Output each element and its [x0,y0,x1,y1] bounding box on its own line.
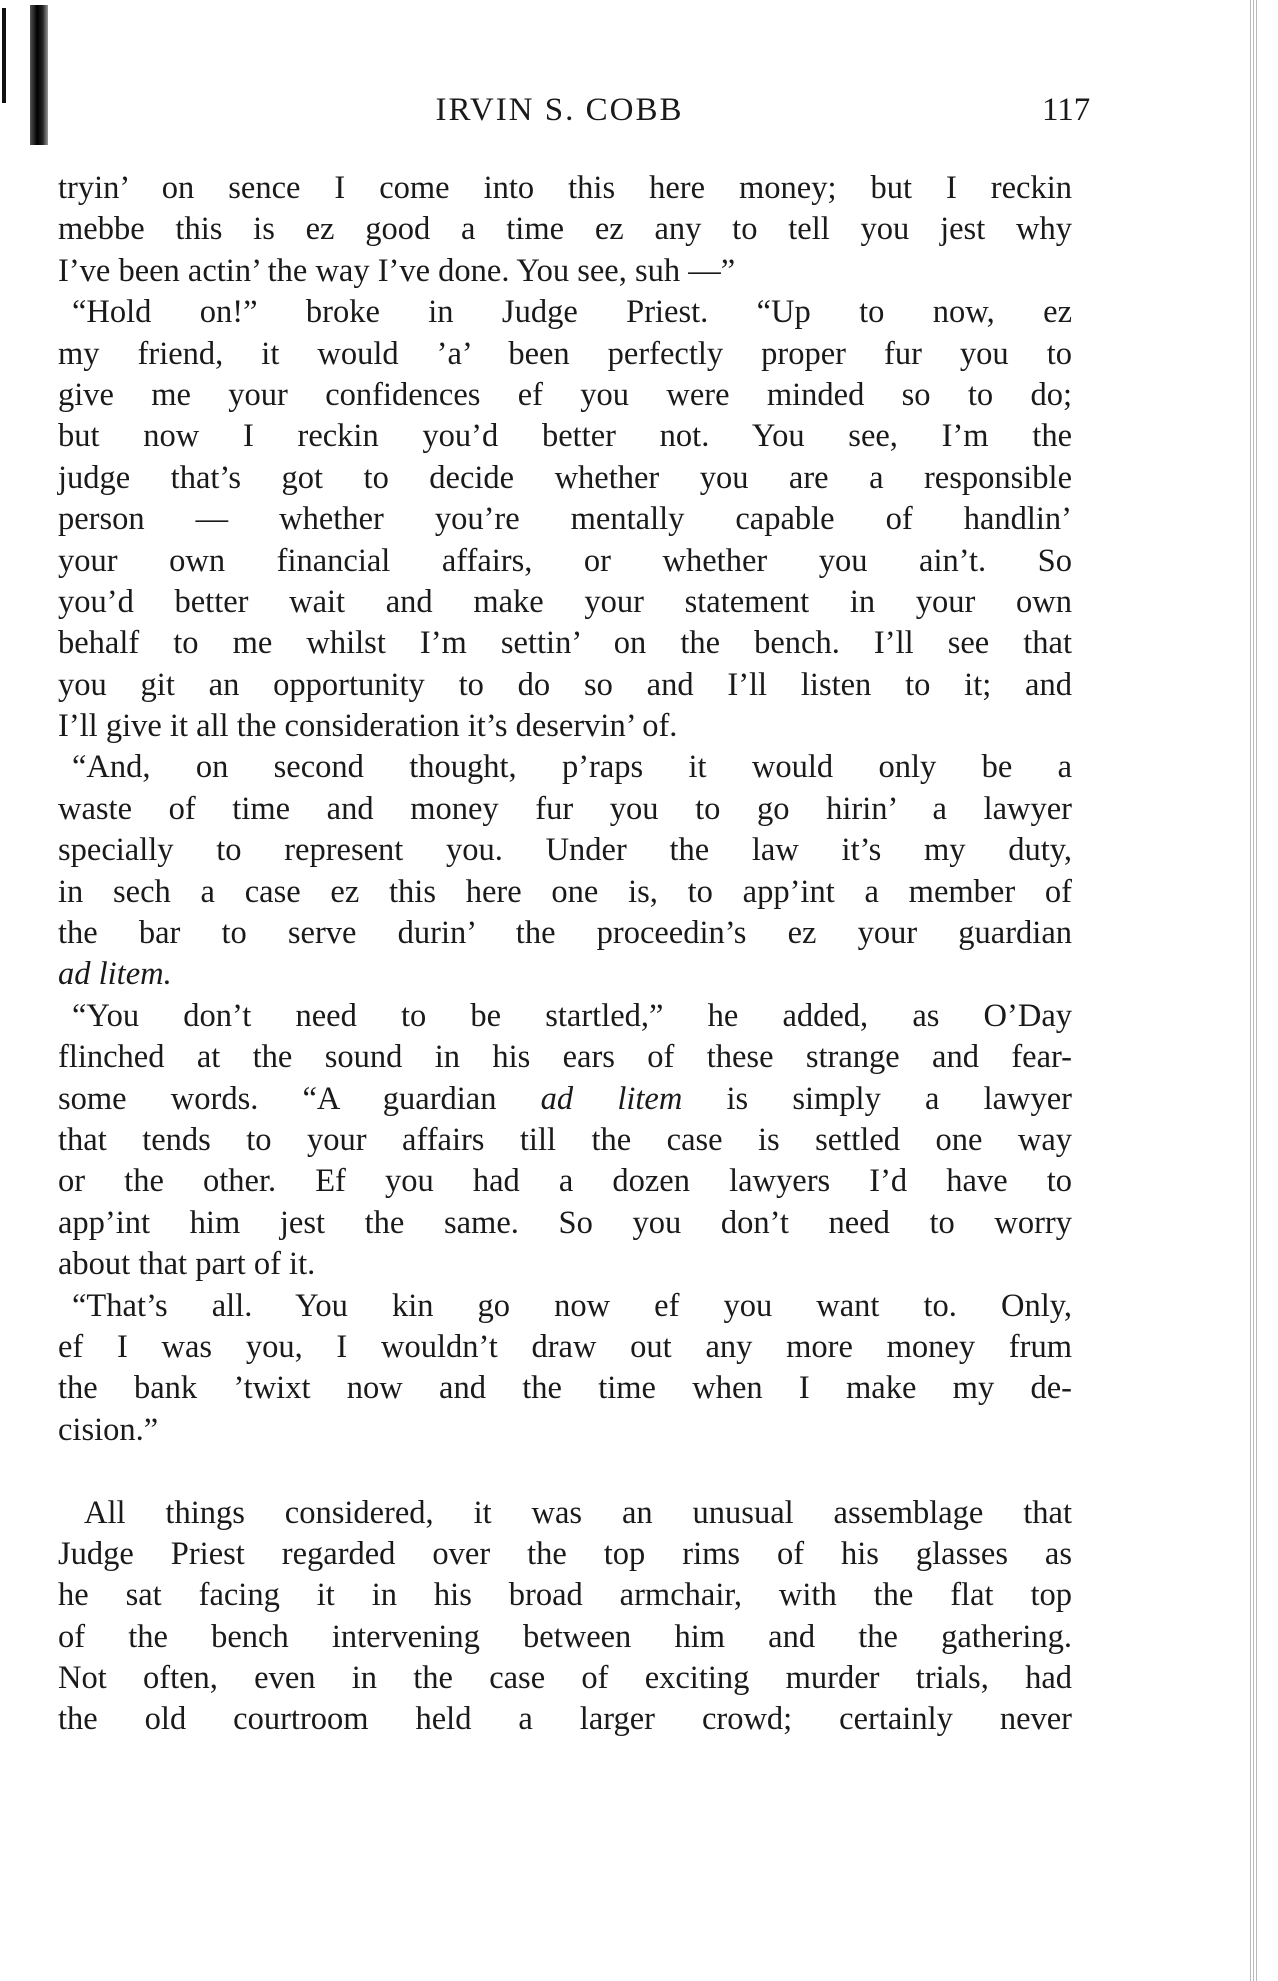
text-line: the bar to serve durin’ the proceedin’s ez your guardian [58,915,1072,952]
text-line: All things considered, it was an unusual assemblage that [84,1494,1072,1531]
text-line: in sech a case ez this here one is, to app’int a member of [58,873,1072,910]
text-line: Not often, even in the case of exciting murder trials, had [58,1660,1072,1697]
text-line: specially to represent you. Under the law it’s my duty, [58,832,1072,869]
section-break [58,1451,1072,1492]
text-line: he sat facing it in his broad armchair, with the flat top [58,1577,1072,1614]
text-line: give me your confidences ef you were minded so to do; [58,376,1072,413]
page-body-text [58,168,1072,1741]
text-line: the old courtroom held a larger crowd; certainly never [58,1701,1072,1738]
text-line: that tends to your affairs till the case is settled one way [58,1121,1072,1158]
text-line: cision.” [58,1411,159,1448]
text-line: I’ve been actin’ the way I’ve done. You see, suh —” [58,252,736,289]
text-line: my friend, it would ’a’ been perfectly proper fur you to [58,335,1072,372]
text-line: ef I was you, I wouldn’t draw out any more money frum [58,1328,1072,1365]
text-line: or the other. Ef you had a dozen lawyers I’d have to [58,1163,1072,1200]
scan-left-edge-line [2,8,6,103]
page-number: 117 [1042,92,1091,128]
text-line: you git an opportunity to do so and I’ll listen to it; and [58,666,1072,703]
text-line: but now I reckin you’d better not. You see, I’m the [58,418,1072,455]
text-line: “You don’t need to be startled,” he added, as O’Day [72,997,1072,1034]
text-line: I’ll give it all the consideration it’s deservin’ of. [58,708,678,745]
text-line: judge that’s got to decide whether you are a responsible [58,459,1072,496]
scan-right-edge-lines [1250,0,1258,1981]
text-line: waste of time and money fur you to go hirin’ a lawyer [58,790,1072,827]
italic-phrase: ad litem. [58,956,172,993]
text-line: the bank ’twixt now and the time when I make my de- [58,1370,1072,1407]
text-line-italic [58,954,1072,995]
text-line [58,1079,1072,1120]
text-fragment: some words. “A guardian [58,1080,497,1117]
text-line: Judge Priest regarded over the top rims of his glasses as [58,1535,1072,1572]
text-line: you’d better wait and make your statement in your own [58,583,1072,620]
text-line: tryin’ on sence I come into this here money; but I reckin [58,170,1072,206]
text-line: your own financial affairs, or whether you ain’t. So [58,542,1072,579]
running-title: IRVIN S. COBB [435,92,684,128]
text-line: mebbe this is ez good a time ez any to tell you jest why [58,211,1072,248]
text-line: of the bench intervening between him and the gathering. [58,1618,1072,1655]
text-line: “And, on second thought, p’raps it would only be a [72,749,1072,786]
text-line: behalf to me whilst I’m settin’ on the bench. I’ll see that [58,625,1072,662]
text-line: “That’s all. You kin go now ef you want to. Only, [72,1287,1072,1324]
text-line: person — whether you’re mentally capable of handlin’ [58,501,1072,538]
scan-binding-shadow [30,5,48,145]
italic-phrase: ad litem [540,1080,683,1117]
text-line: flinched at the sound in his ears of these strange and fear- [58,1039,1072,1076]
text-line: app’int him jest the same. So you don’t need to worry [58,1204,1072,1241]
text-line: “Hold on!” broke in Judge Priest. “Up to now, ez [72,294,1072,331]
text-line: about that part of it. [58,1246,316,1283]
text-fragment: is simply a lawyer [726,1080,1073,1117]
